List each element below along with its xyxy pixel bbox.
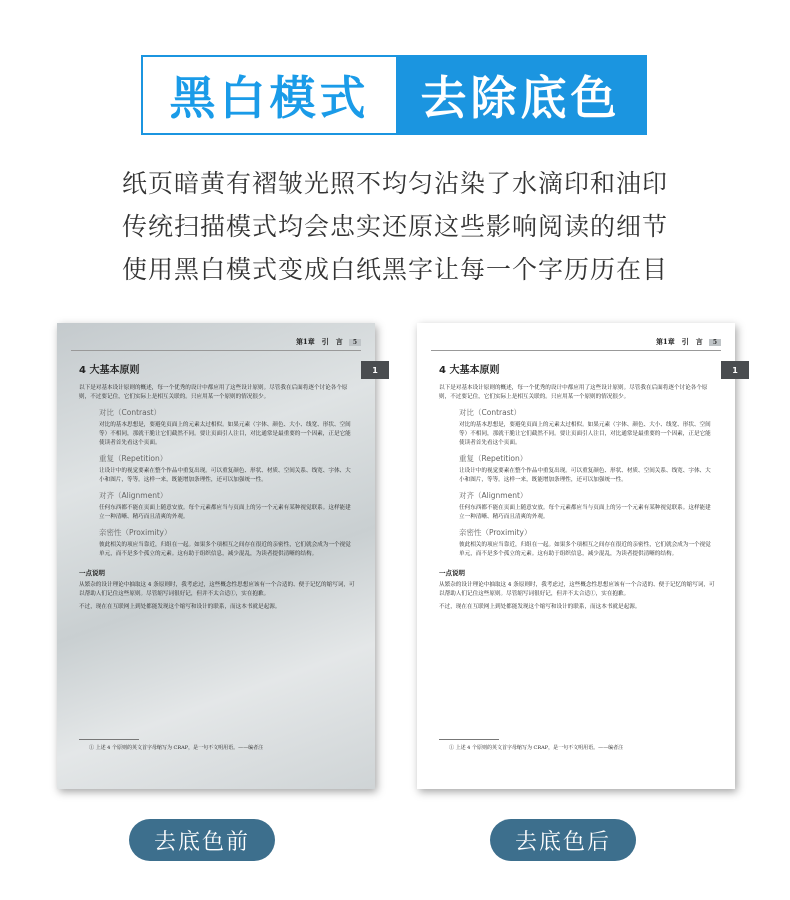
contrast-text: 对比的基本思想是，要避免页面上的元素太过相似。如果元素（字体、颜色、大小、线宽、形状、空间等）不相同，那就干脆让它们截然不同。要让页面引人注目，对比通常是最重要的一个因素，正是它能使读者首先看这个页面。 [99,422,351,446]
description-line-3: 使用黑白模式变成白纸黑字让每一个字历历在目 [121,255,668,284]
page-heading: 4 大基本原则 [439,365,500,376]
header-rule [71,350,361,351]
alignment-title: 对齐（Alignment） [99,491,168,500]
note-title: 一点说明 [439,569,465,577]
page-content [79,361,355,616]
note-text-1: 从繁杂的设计理论中抽取这 4 条原则时，我考虑过，这些概念性思想应该有一个合适的、便于记忆的缩写词，可以帮助人们记住这些原则。尽管缩写词很好记，但并不太合适①，实在抱歉。 [79,582,355,597]
header-rule [431,350,721,351]
proximity-text: 彼此相关的项应当靠近，归组在一起。如果多个项相互之间存在很近的亲密性，它们就会成为一个视觉单元，而不是多个孤立的元素。这有助于组织信息，减少混乱，为读者提供清晰的结构。 [99,542,351,557]
before-label: 去底色前 [129,819,275,861]
alignment-title: 对齐（Alignment） [459,491,528,500]
footnote: ① 上述 4 个原则的英文首字母缩写为 CRAP，是一句不文明用语。——编者注 [449,745,624,751]
contrast-title: 对比（Contrast） [459,408,522,417]
banner-right-title: 去除底色 [396,57,645,133]
banner-left-title: 黑白模式 [143,57,396,133]
note-title: 一点说明 [79,569,105,577]
repetition-text: 让设计中的视觉要素在整个作品中重复出现。可以重复颜色、形状、材质、空间关系、线宽、字体、大小和图片，等等。这样一来，既能增加条理性，还可以加强统一性。 [99,468,351,483]
running-head [656,337,721,347]
contrast-text: 对比的基本思想是，要避免页面上的元素太过相似。如果元素（字体、颜色、大小、线宽、形状、空间等）不相同，那就干脆让它们截然不同。要让页面引人注目，对比通常是最重要的一个因素，正是它能使读者首先看这个页面。 [459,422,711,446]
alignment-text: 任何东西都不能在页面上随意安放。每个元素都应当与页面上的另一个元素有某种视觉联系。这样能建立一种清晰、精巧而且清爽的外观。 [99,505,351,520]
footnote: ① 上述 4 个原则的英文首字母缩写为 CRAP，是一句不文明用语。——编者注 [89,745,264,751]
page-before [57,323,378,789]
footnote-rule [439,739,499,740]
running-head-text: 第1章 引 言 [295,337,343,346]
intro-paragraph: 以下是对基本设计原则的概述，每一个优秀的设计中都应用了这些设计原则。尽管我在后面将逐个讨论各个原则，不过要记住，它们实际上是相互关联的。只应用某一个原则的情况很少。 [439,385,708,400]
chapter-tab: 1 [721,361,749,379]
note-text-1: 从繁杂的设计理论中抽取这 4 条原则时，我考虑过，这些概念性思想应该有一个合适的、便于记忆的缩写词，可以帮助人们记住这些原则。尽管缩写词很好记，但并不太合适①，实在抱歉。 [439,582,715,597]
proximity-title: 亲密性（Proximity） [459,528,532,537]
chapter-tab: 1 [361,361,389,379]
title-banner [141,55,647,135]
alignment-text: 任何东西都不能在页面上随意安放。每个元素都应当与页面上的另一个元素有某种视觉联系。这样能建立一种清晰、精巧而且清爽的外观。 [459,505,711,520]
page-content [439,361,715,616]
page-number: 5 [349,339,361,346]
description-line-1: 纸页暗黄有褶皱光照不均匀沾染了水滴印和油印 [121,169,668,198]
contrast-title: 对比（Contrast） [99,408,162,417]
note-text-2: 不过，现在在互联网上到处都能发现这个缩写和设计的联系，而这本书就是起源。 [439,604,641,610]
proximity-title: 亲密性（Proximity） [99,528,172,537]
repetition-title: 重复（Repetition） [99,454,168,463]
running-head-text: 第1章 引 言 [655,337,703,346]
footnote-rule [79,739,139,740]
proximity-text: 彼此相关的项应当靠近，归组在一起。如果多个项相互之间存在很近的亲密性，它们就会成为一个视觉单元，而不是多个孤立的元素。这有助于组织信息，减少混乱，为读者提供清晰的结构。 [459,542,711,557]
page-heading: 4 大基本原则 [79,365,140,376]
note-text-2: 不过，现在在互联网上到处都能发现这个缩写和设计的联系，而这本书就是起源。 [79,604,281,610]
page-after [417,323,738,789]
description-line-2: 传统扫描模式均会忠实还原这些影响阅读的细节 [121,212,668,241]
page-number: 5 [709,339,721,346]
running-head [296,337,361,347]
after-label: 去底色后 [490,819,636,861]
intro-paragraph: 以下是对基本设计原则的概述，每一个优秀的设计中都应用了这些设计原则。尽管我在后面将逐个讨论各个原则，不过要记住，它们实际上是相互关联的。只应用某一个原则的情况很少。 [79,385,348,400]
repetition-title: 重复（Repetition） [459,454,528,463]
repetition-text: 让设计中的视觉要素在整个作品中重复出现。可以重复颜色、形状、材质、空间关系、线宽、字体、大小和图片，等等。这样一来，既能增加条理性，还可以加强统一性。 [459,468,711,483]
